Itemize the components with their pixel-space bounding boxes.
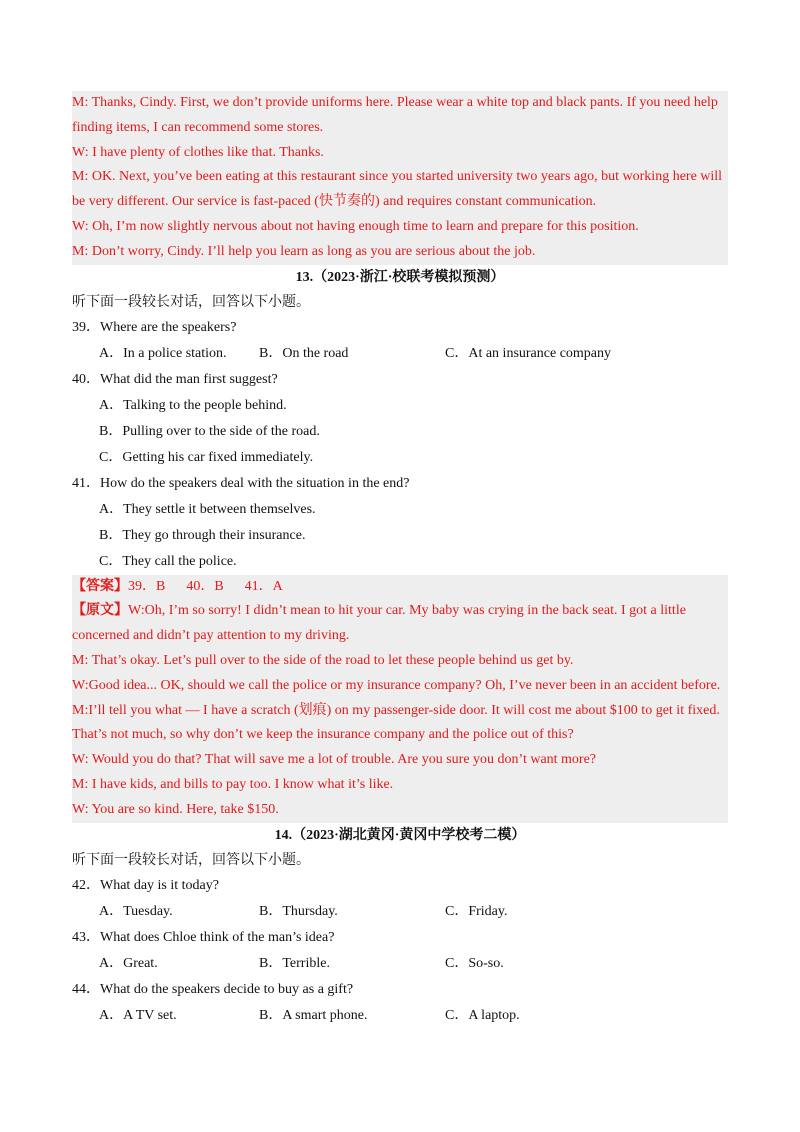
section-instruction: 听下面一段较长对话，回答以下小题。 xyxy=(72,852,310,868)
answer-text: 39．B 40．B 41．A xyxy=(128,578,283,594)
option-a: A．They settle it between themselves. xyxy=(99,501,316,517)
section-heading-13: 13.（2023·浙江·校联考模拟预测） xyxy=(295,269,505,285)
transcript-line: W:Good idea... OK, should we call the police or my insurance company? Oh, I’ve never been in an accident before. xyxy=(72,677,721,693)
transcript-line: M: I have kids, and bills to pay too. I know what it’s like. xyxy=(72,776,394,792)
option-b: B．They go through their insurance. xyxy=(99,527,306,543)
transcript-block-top xyxy=(72,91,728,265)
transcript-line: M: That’s okay. Let’s pull over to the side of the road to let these people behind us get by. xyxy=(72,652,574,668)
transcript-line: W: Would you do that? That will save me a lot of trouble. Are you sure you don’t want more? xyxy=(72,752,597,768)
question-41: 41．How do the speakers deal with the situation in the end? xyxy=(72,475,410,491)
option-b: B．Thursday. xyxy=(259,903,338,919)
transcript-line: W: I have plenty of clothes like that. Thanks. xyxy=(72,144,324,160)
source-label: 【原文】 xyxy=(72,603,128,619)
transcript-line: W: You are so kind. Here, take $150. xyxy=(72,801,279,817)
option-c: C．Friday. xyxy=(445,903,508,919)
transcript-line: W: Oh, I’m now slightly nervous about not having enough time to learn and prepare for this position. xyxy=(72,218,639,234)
option-c: C．Getting his car fixed immediately. xyxy=(99,449,314,465)
transcript-text: W:Oh, I’m so sorry! I didn’t mean to hit your car. My baby was crying in the back seat. I got a little xyxy=(128,603,686,619)
option-c: C．A laptop. xyxy=(445,1007,520,1023)
answer-label: 【答案】 xyxy=(72,578,128,594)
question-43: 43．What does Chloe think of the man’s idea? xyxy=(72,929,335,945)
option-b: B．Pulling over to the side of the road. xyxy=(99,423,320,439)
transcript-line: M: Don’t worry, Cindy. I’ll help you learn as long as you are serious about the job. xyxy=(72,243,536,259)
option-c: C．So-so. xyxy=(445,955,504,971)
question-42: 42．What day is it today? xyxy=(72,877,219,893)
option-a: A．Great. xyxy=(99,955,158,971)
question-44: 44．What do the speakers decide to buy as a gift? xyxy=(72,981,354,997)
option-c: C．They call the police. xyxy=(99,553,237,569)
transcript-line xyxy=(72,599,728,624)
option-b: B．On the road xyxy=(259,345,349,361)
transcript-line: That’s not much, so why don’t we keep the insurance company and the police out of this? xyxy=(72,727,574,743)
question-40: 40．What did the man first suggest? xyxy=(72,371,278,387)
option-b: B．A smart phone. xyxy=(259,1007,368,1023)
option-c: C．At an insurance company xyxy=(445,345,612,361)
transcript-line: concerned and didn’t pay attention to my driving. xyxy=(72,628,350,644)
options-row-39 xyxy=(72,341,728,367)
question-39: 39．Where are the speakers? xyxy=(72,319,237,335)
section-instruction: 听下面一段较长对话，回答以下小题。 xyxy=(72,294,310,310)
transcript-line: finding items, I can recommend some stores. xyxy=(72,119,324,135)
answer-line xyxy=(72,575,728,600)
answer-block xyxy=(72,575,728,823)
transcript-line: be very different. Our service is fast-paced (快节奏的) and requires constant communication. xyxy=(72,194,597,210)
option-b: B．Terrible. xyxy=(259,955,330,971)
option-a: A．Talking to the people behind. xyxy=(99,397,287,413)
option-a: A．Tuesday. xyxy=(99,903,173,919)
option-a: A．A TV set. xyxy=(99,1007,177,1023)
transcript-line: M:I’ll tell you what — I have a scratch (划痕) on my passenger-side door. It will cost me about $100 to get it fixed. xyxy=(72,702,720,718)
section-heading-14: 14.（2023·湖北黄冈·黄冈中学校考二模） xyxy=(274,827,526,843)
transcript-line: M: Thanks, Cindy. First, we don’t provide uniforms here. Please wear a white top and black pants. If you need help xyxy=(72,95,718,110)
option-a: A．In a police station. xyxy=(99,345,227,361)
transcript-line: M: OK. Next, you’ve been eating at this restaurant since you started university two years ago, but working here will xyxy=(72,169,723,185)
document-page xyxy=(72,91,728,1029)
options-row-44 xyxy=(72,1003,728,1029)
options-row-43 xyxy=(72,951,728,977)
options-row-42 xyxy=(72,899,728,925)
